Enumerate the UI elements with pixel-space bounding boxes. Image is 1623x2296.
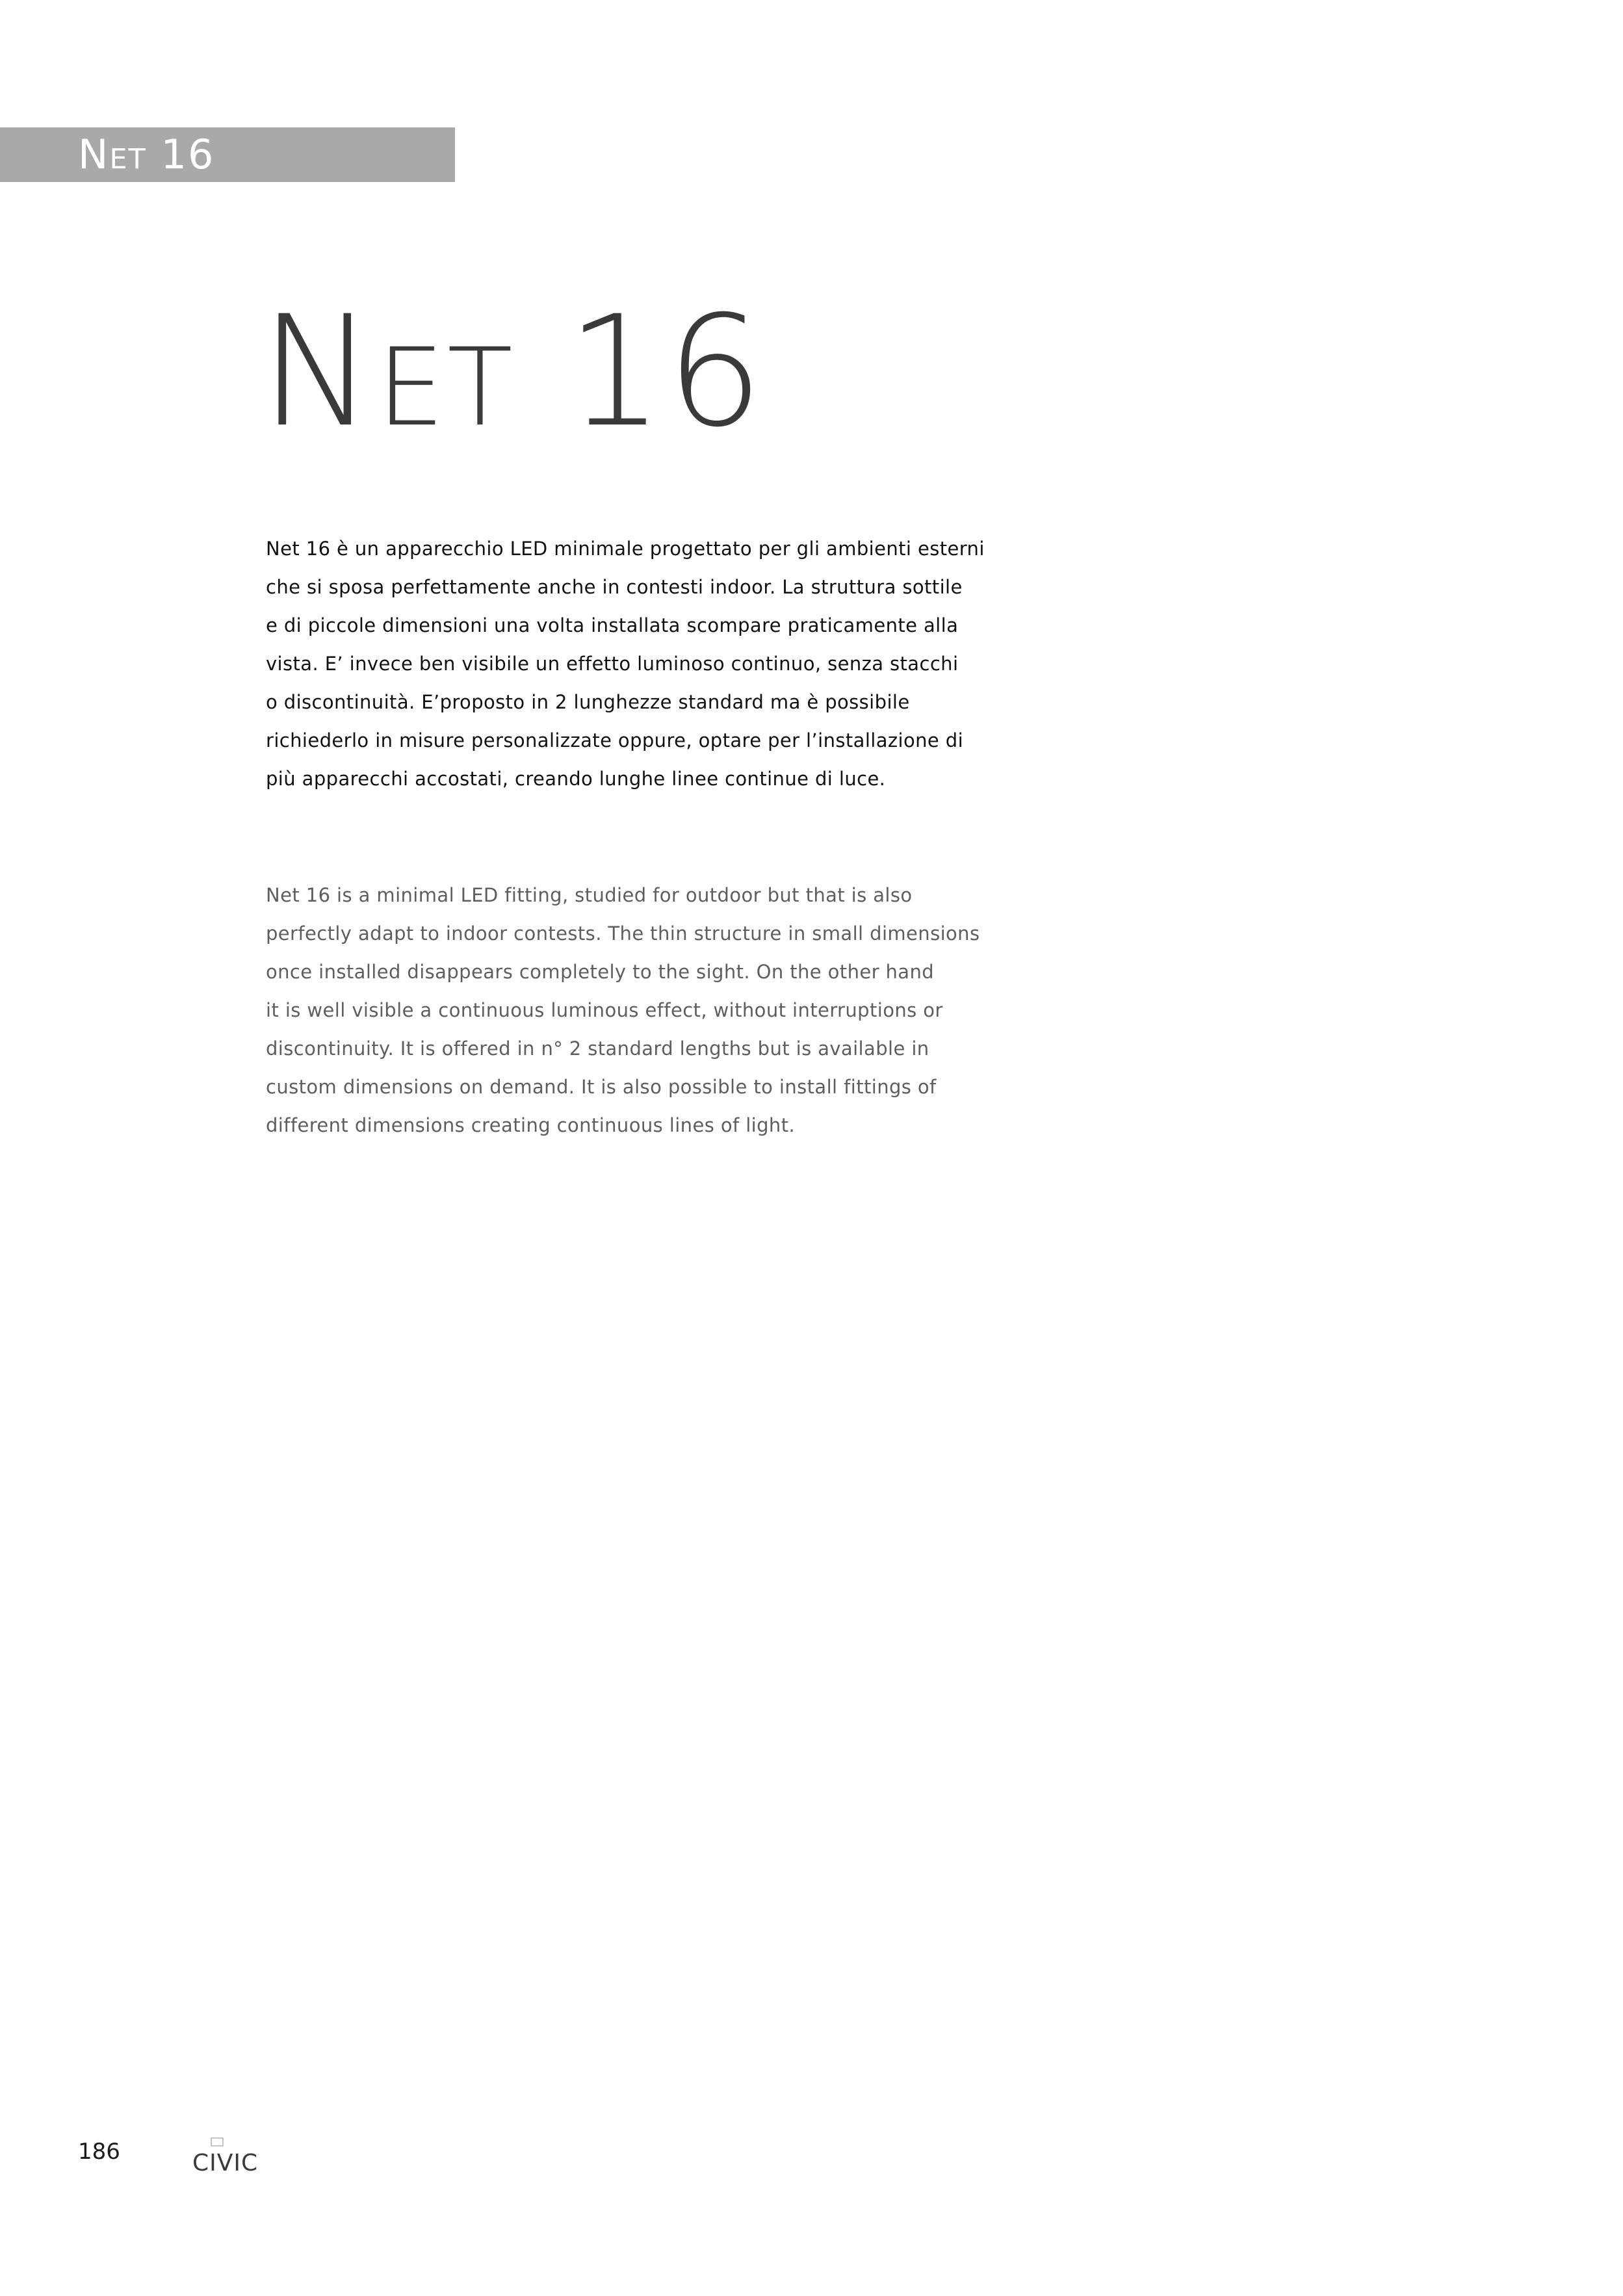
description-line: più apparecchi accostati, creando lunghe linee continue di luce. (266, 768, 886, 790)
civic-logo-icon (211, 2137, 224, 2146)
brand-logo (192, 2137, 259, 2176)
description-english (266, 876, 980, 1145)
page-number: 186 (78, 2139, 120, 2165)
description-line: o discontinuità. E’proposto in 2 lunghezze standard ma è possibile (266, 691, 910, 713)
description-line: Net 16 è un apparecchio LED minimale progettato per gli ambienti esterni (266, 538, 985, 560)
description-line: che si sposa perfettamente anche in contesti indoor. La struttura sottile (266, 576, 963, 598)
description-line: Net 16 is a minimal LED fitting, studied for outdoor but that is also (266, 884, 913, 906)
description-line: discontinuity. It is offered in n° 2 standard lengths but is available in (266, 1037, 929, 1060)
page-title: Net 16 (260, 283, 766, 461)
section-tab-label: Net 16 (78, 131, 215, 178)
description-line: e di piccole dimensioni una volta installata scompare praticamente alla (266, 614, 959, 636)
description-line: it is well visible a continuous luminous effect, without interruptions or (266, 999, 943, 1021)
description-line: once installed disappears completely to the sight. On the other hand (266, 961, 935, 983)
description-line: custom dimensions on demand. It is also possible to install fittings of (266, 1076, 937, 1098)
description-line: richiederlo in misure personalizzate oppure, optare per l’installazione di (266, 729, 964, 751)
description-line: perfectly adapt to indoor contests. The thin structure in small dimensions (266, 922, 980, 945)
section-tab (0, 127, 455, 182)
description-line: vista. E’ invece ben visibile un effetto luminoso continuo, senza stacchi (266, 653, 959, 675)
description-italian (266, 530, 985, 798)
description-line: different dimensions creating continuous lines of light. (266, 1114, 796, 1136)
logo-text: CIVIC (192, 2150, 259, 2176)
